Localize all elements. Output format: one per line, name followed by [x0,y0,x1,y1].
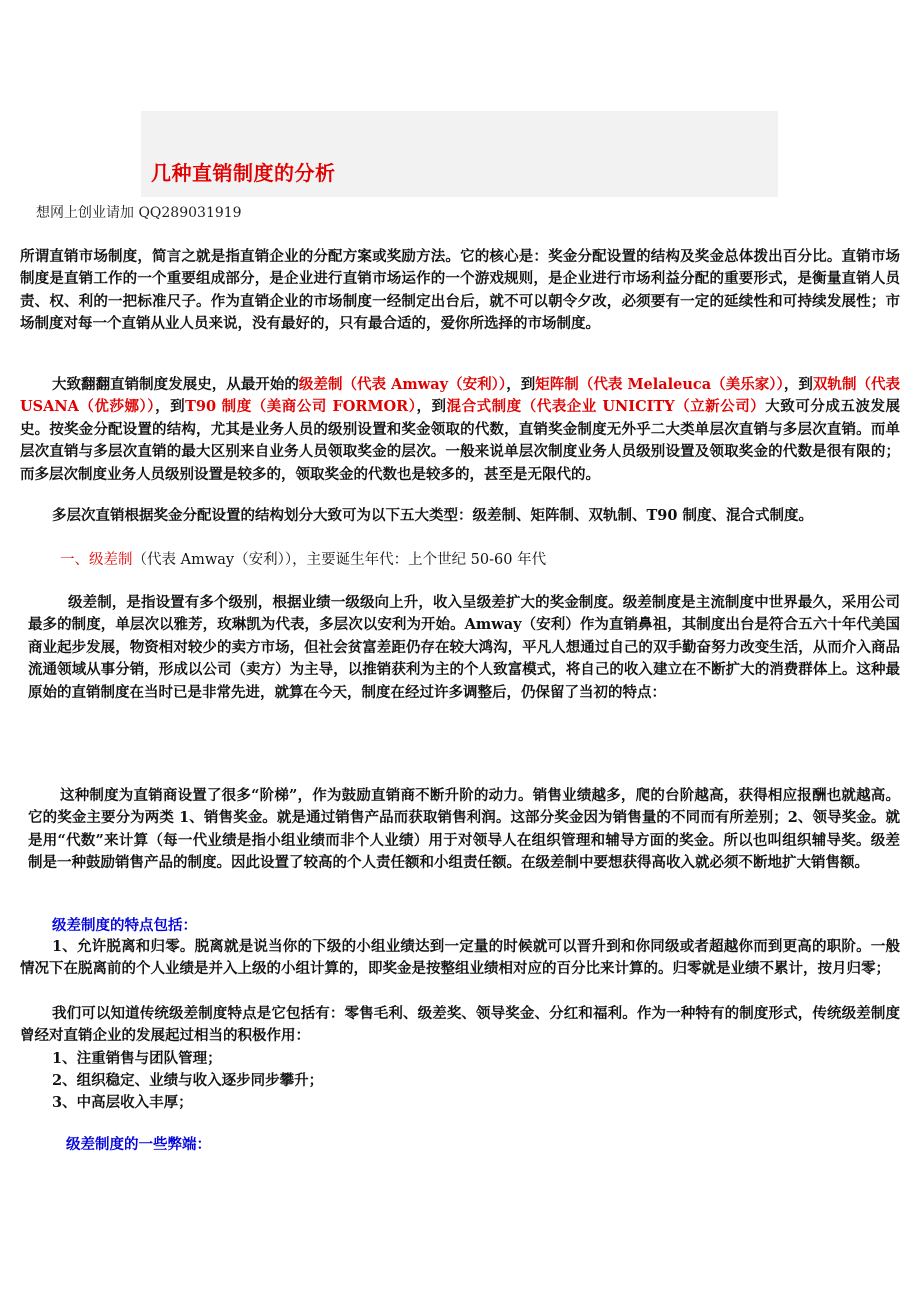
history-text-2: ，到 [506,376,536,393]
types-paragraph: 多层次直销根据奖金分配设置的结构划分大致可为以下五大类型：级差制、矩阵制、双轨制、T90 制度、混合式制度。 [52,507,814,524]
history-text-3: ，到 [783,376,813,393]
features-list-2: 2、组织稳定、业绩与收入逐步同步攀升； [52,1072,324,1089]
features-list-3: 3、中高层收入丰厚； [52,1094,193,1111]
drawbacks-heading: 级差制度的一些弊端： [66,1136,211,1153]
features-item-1: 1、允许脱离和归零。脱离就是说当你的下级的小组业绩达到一定量的时候就可以晋升到和你同级或者超越你而到更高的职阶。一般情况下在脱离前的个人业绩是并入上级的小组计算的，即奖金是按整组业绩相对应的百分比来计算的。归零就是业绩不累计，按月归零； [20,938,900,978]
title-box [141,111,778,197]
history-text-5: ，到 [416,398,447,416]
page-title: 几种直销制度的分析 [151,161,336,185]
section1-name: 级差制 [89,552,133,568]
history-system-2: 矩阵制（代表 Melaleuca（美乐家）） [535,376,784,393]
history-text-4: ，到 [155,398,186,416]
section1-number: 一、 [60,552,89,568]
section1-rest: （代表 Amway（安利）），主要诞生年代：上个世纪 50-60 年代 [132,552,547,568]
history-system-3: 双轨制（代表 USANA（优莎娜）） [20,376,901,416]
features-list-1: 1、注重销售与团队管理； [52,1050,222,1067]
features-heading: 级差制度的特点包括： [52,917,197,934]
history-paragraph [20,374,900,486]
intro-paragraph: 所谓直销市场制度，简言之就是指直销企业的分配方案或奖励方法。它的核心是：奖金分配设置的结构及奖金总体拨出百分比。直销市场制度是直销工作的一个重要组成部分，是企业进行直销市场运作的一个游戏规则，是企业进行市场利益分配的重要形式，是衡量直销人员责、权、利的一把标准尺子。作为直销企业的市场制度一经制定出台后，就不可以朝令夕改，必须要有一定的延续性和可持续发展性；市场制度对每一个直销从业人员来说，没有最好的，只有最合适的，爱你所选择的市场制度。 [20,248,900,333]
history-system-1: 级差制（代表 Amway（安利）） [298,376,507,393]
ladder-paragraph: 这种制度为直销商设置了很多“阶梯”，作为鼓励直销商不断升阶的动力。销售业绩越多，爬的台阶越高，获得相应报酬也就越高。它的奖金主要分为两类 1、销售奖金。就是通过销售产品而获取销售利润。这部分奖金因为销售量的不同而有所差别；2、领导奖金。就是用“代数”来计算（每一代业绩是指小组业绩而非个人业绩）用于对领导人在组织管理和辅导方面的奖金。所以也叫组织辅导奖。级差制是一种鼓励销售产品的制度。因此设置了较高的个人责任额和小组责任额。在级差制中要想获得高收入就必须不断地扩大销售额。 [28,787,900,872]
contact-line: 想网上创业请加 QQ289031919 [36,205,242,221]
history-text-6: 大致可分成五波发展史。按奖金分配设置的结构，尤其是业务人员的级别设置和奖金领取的代数，直销奖金制度无外乎二大类单层次直销与多层次直销。而单层次直销与多层次直销的最大区别来自业务人员领取奖金的层次。一般来说单层次制度业务人员级别设置及领取奖金的代数是很有限的；而多层次制度业务人员级别设置是较多的，领取奖金的代数也是较多的，甚至是无限代的。 [20,398,900,483]
section1-body: 级差制，是指设置有多个级别，根据业绩一级级向上升，收入呈级差扩大的奖金制度。级差制度是主流制度中世界最久，采用公司最多的制度，单层次以雅芳，玫琳凯为代表，多层次以安利为开始。Amway（安利）作为直销鼻祖，其制度出台是符合五六十年代美国商业起步发展，物资相对较少的卖方市场，但社会贫富差距仍存在较大鸿沟，平凡人想通过自己的双手勤奋努力改变生活，从而介入商品流通领域从事分销，形成以公司（卖方）为主导，以推销获利为主的个人致富模式，将自己的收入建立在不断扩大的消费群体上。这种最原始的直销制度在当时已是非常先进，就算在今天，制度在经过许多调整后，仍保留了当初的特点： [28,594,900,701]
section1-heading [60,548,546,569]
history-text-1: 大致翻翻直销制度发展史，从最开始的 [52,376,299,393]
history-system-4: T90 制度（美商公司 FORMOR） [185,398,417,416]
history-system-5: 混合式制度（代表企业 UNICITY（立新公司） [446,398,766,416]
features-item-2: 我们可以知道传统级差制度特点是它包括有：零售毛利、级差奖、领导奖金、分红和福利。作为一种特有的制度形式，传统级差制度曾经对直销企业的发展起过相当的积极作用： [20,1005,900,1045]
